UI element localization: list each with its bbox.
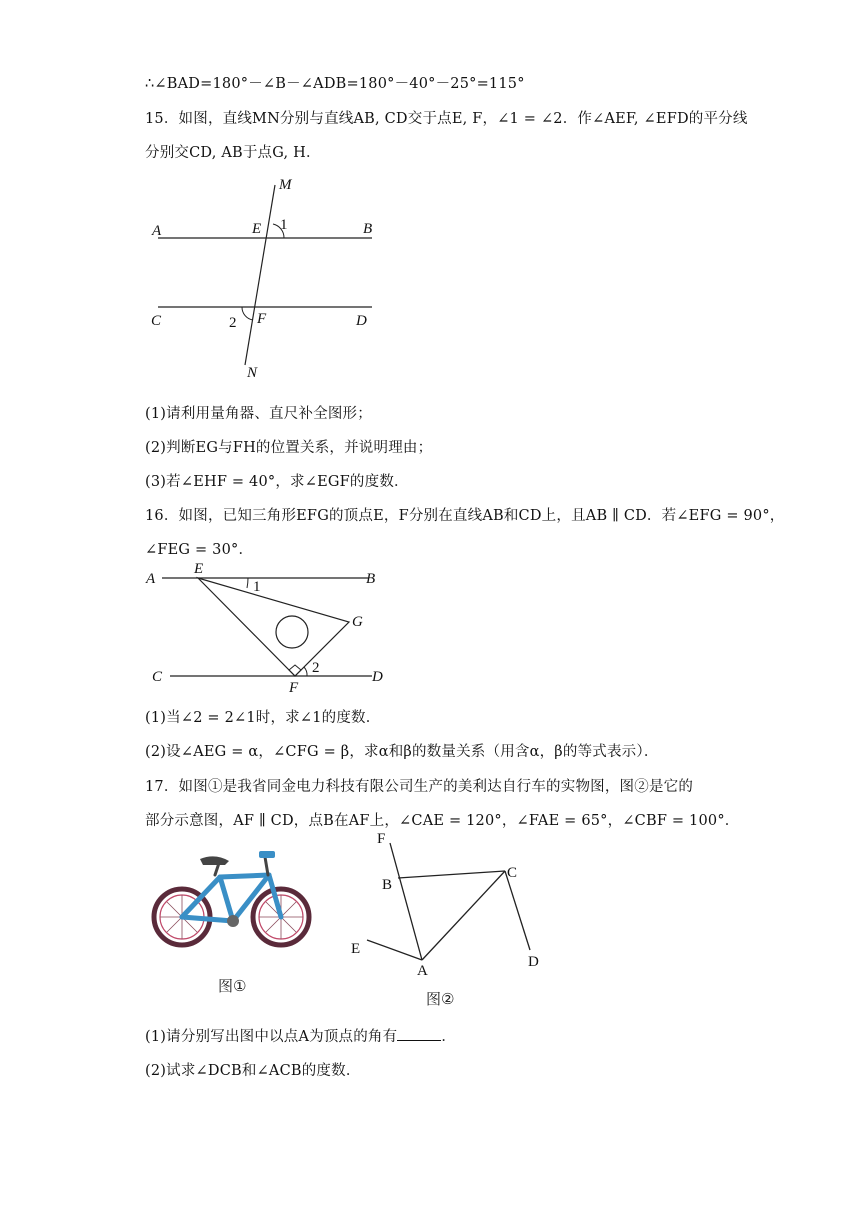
problem-17-stem: 17．如图①是我省同金电力科技有限公司生产的美利达自行车的实物图，图②是它的 <box>145 779 694 795</box>
label-C: C <box>507 865 518 881</box>
problem-16-stem: 16．如图，已知三角形EFG的顶点E，F分别在直线AB和CD上，且AB ∥ CD．若∠EFG = 90°， <box>145 508 785 524</box>
label-A: A <box>152 223 162 239</box>
problem-17-q2: (2)试求∠DCB和∠ACB的度数． <box>145 1063 361 1079</box>
figure-16-diagram <box>140 560 395 695</box>
problem-17-q1 <box>145 1025 456 1046</box>
label-D: D <box>528 954 539 970</box>
label-angle-2: 2 <box>229 315 237 331</box>
label-F: F <box>377 831 386 847</box>
label-B: B <box>366 571 376 587</box>
proof-line: ∴∠BAD=180°－∠B－∠ADB=180°－40°－25°=115° <box>145 76 525 92</box>
label-C: C <box>152 669 163 685</box>
problem-16-q2: (2)设∠AEG = α，∠CFG = β，求α和β的数量关系（用含α，β的等式表示）． <box>145 744 659 760</box>
label-B: B <box>382 877 393 893</box>
label-D: D <box>372 669 383 685</box>
label-E: E <box>194 561 204 577</box>
label-A: A <box>417 963 428 975</box>
answer-blank <box>397 1026 441 1041</box>
figure-2-caption: 图② <box>426 990 455 1008</box>
label-C: C <box>151 313 162 329</box>
problem-17-stem-cont: 部分示意图，AF ∥ CD，点B在AF上，∠CAE = 120°，∠FAE = 65°，∠CBF = 100°． <box>145 813 740 829</box>
problem-15-q1: (1)请利用量角器、直尺补全图形； <box>145 406 372 422</box>
figure-1-caption: 图① <box>218 977 247 995</box>
problem-17-q1-end: ． <box>441 1029 457 1045</box>
problem-15-stem: 15．如图，直线MN分别与直线AB, CD交于点E, F，∠1 = ∠2．作∠AEF, ∠EFD的平分线 <box>145 111 748 127</box>
problem-15-stem-cont: 分别交CD, AB于点G, H． <box>145 145 321 161</box>
label-N: N <box>247 365 258 381</box>
label-F: F <box>257 311 267 327</box>
figure-17-diagram <box>345 825 550 975</box>
label-A: A <box>146 571 156 587</box>
label-G: G <box>352 614 363 630</box>
problem-17-q1-text: (1)请分别写出图中以点A为顶点的角有 <box>145 1029 398 1045</box>
label-D: D <box>356 313 367 329</box>
bicycle-photo <box>145 845 315 950</box>
problem-16-stem-cont: ∠FEG = 30°． <box>145 542 254 558</box>
label-angle-1: 1 <box>280 217 288 233</box>
problem-15-q3: (3)若∠EHF = 40°，求∠EGF的度数． <box>145 474 409 490</box>
problem-15-q2: (2)判断EG与FH的位置关系，并说明理由； <box>145 440 433 456</box>
figure-15-diagram <box>145 170 395 385</box>
label-E: E <box>252 221 262 237</box>
problem-16-q1: (1)当∠2 = 2∠1时，求∠1的度数． <box>145 710 381 726</box>
label-B: B <box>363 221 373 237</box>
label-M: M <box>279 177 292 193</box>
label-E: E <box>351 941 361 957</box>
label-angle-2: 2 <box>312 660 320 676</box>
label-F: F <box>289 680 299 695</box>
label-angle-1: 1 <box>253 579 261 595</box>
